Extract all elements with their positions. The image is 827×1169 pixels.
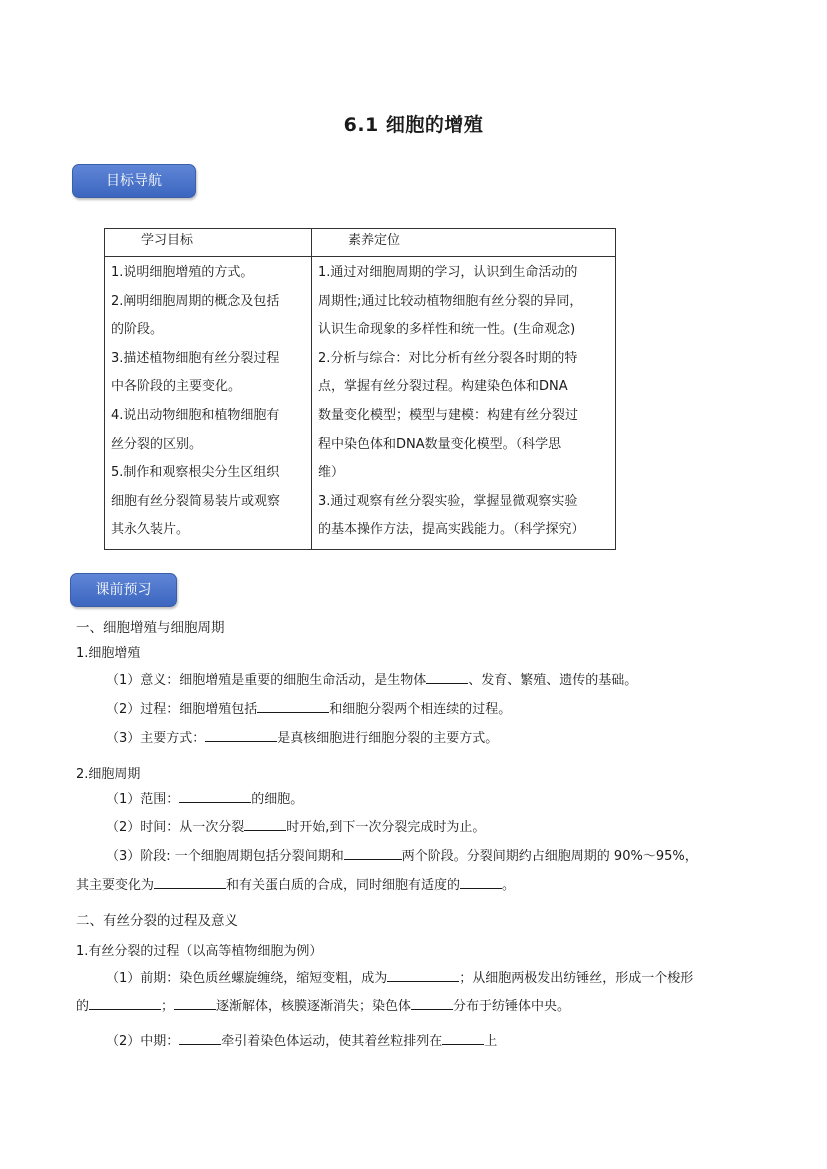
s1-item3-text-a: （3）主要方式： [106,731,206,746]
s3-item1-text-a: （1）前期：染色质丝螺旋缠绕，缩短变粗，成为 [106,971,388,986]
fill-blank[interactable] [442,1031,484,1045]
competency-line: 2.分析与综合：对比分析有丝分裂各时期的特 [318,350,578,366]
s2-item1-text-b: 的细胞。 [251,792,304,807]
fill-blank[interactable] [179,789,251,803]
s1-item1-text-a: （1）意义：细胞增殖是重要的细胞生命活动，是生物体 [106,673,427,688]
s2-item1 [106,788,303,807]
fill-blank[interactable] [174,996,216,1010]
competency-line: 维） [318,465,345,481]
s1-item3 [106,727,498,746]
goal-line: 细胞有丝分裂简易装片或观察 [111,493,281,509]
s2-item3-line1 [106,845,698,864]
section2-heading: 二、有丝分裂的过程及意义 [76,913,238,929]
s2-item1-text-a: （1）范围： [106,792,180,807]
fill-blank[interactable] [460,875,502,889]
s2-item3-text-b: 两个阶段。分裂间期约占细胞周期的 90%～95%， [401,849,698,864]
goal-line: 其永久装片。 [111,522,190,538]
fill-blank[interactable] [411,996,453,1010]
fill-blank[interactable] [205,728,277,742]
s1-item2-text-b: 和细胞分裂两个相连续的过程。 [329,702,512,717]
s3-item2-text-c: 上 [484,1034,498,1049]
competency-line: 3.通过观察有丝分裂实验，掌握显微观察实验 [318,493,578,509]
s1-item2-text-a: （2）过程：细胞增殖包括 [106,702,258,717]
fill-blank[interactable] [257,699,329,713]
learning-goals-cell [105,257,312,550]
s2-item3-text-d: 和有关蛋白质的合成，同时细胞有适度的 [226,878,461,893]
s3-item1-line2 [76,995,570,1014]
fill-blank[interactable] [179,1031,221,1045]
goal-line: 5.制作和观察根尖分生区组织 [111,465,280,481]
goal-line: 3.描述植物细胞有丝分裂过程 [111,350,280,366]
s2-item2 [106,816,485,835]
competency-line: 周期性;通过比较动植物细胞有丝分裂的异同， [318,293,583,309]
section1-sub2: 2.细胞周期 [76,767,141,782]
fill-blank[interactable] [89,996,161,1010]
s3-item2 [106,1030,497,1049]
s2-item3-line2 [76,874,515,893]
fill-blank[interactable] [387,968,459,982]
s3-item1-text-f: 分布于纺锤体中央。 [453,999,571,1014]
competency-line: 数量变化模型；模型与建模：构建有丝分裂过 [318,407,579,423]
goal-line: 丝分裂的区别。 [111,436,203,452]
section1-sub1: 1.细胞增殖 [76,646,141,661]
table-header-competency: 素养定位 [312,229,616,257]
competency-line: 点，掌握有丝分裂过程。构建染色体和DNA [318,379,568,395]
section1-heading: 一、细胞增殖与细胞周期 [76,620,225,636]
goal-line: 的阶段。 [111,322,164,338]
goals-table [104,228,616,550]
competency-line: 1.通过对细胞周期的学习，认识到生命活动的 [318,265,578,280]
goal-line: 中各阶段的主要变化。 [111,379,242,395]
s1-item1 [106,669,637,688]
s3-item1-line1 [106,967,693,986]
competency-line: 认识生命现象的多样性和统一性。(生命观念) [318,322,576,338]
s3-item1-text-b: ；从细胞两极发出纺锤丝，形成一个梭形 [459,971,694,986]
s3-item1-text-e: 逐渐解体，核膜逐渐消失；染色体 [216,999,412,1014]
s1-item3-text-b: 是真核细胞进行细胞分裂的主要方式。 [277,731,499,746]
s2-item3-text-a: （3）阶段: 一个细胞周期包括分裂间期和 [106,849,344,864]
goals-nav-badge: 目标导航 [72,164,196,198]
fill-blank[interactable] [244,817,286,831]
s2-item2-text-a: （2）时间：从一次分裂 [106,820,245,835]
competency-cell [312,257,616,550]
s2-item2-text-b: 时开始,到下一次分裂完成时为止。 [286,820,486,835]
section2-sub1: 1.有丝分裂的过程（以高等植物细胞为例） [76,944,323,959]
fill-blank[interactable] [426,670,468,684]
s3-item1-text-d: ； [161,999,175,1014]
goal-line: 4.说出动物细胞和植物细胞有 [111,407,280,423]
goal-line: 2.阐明细胞周期的概念及包括 [111,293,280,309]
competency-line: 的基本操作方法，提高实践能力。（科学探究） [318,522,585,538]
goal-line: 1.说明细胞增殖的方式。 [111,265,254,280]
s2-item3-text-e: 。 [502,878,516,893]
s3-item2-text-a: （2）中期： [106,1034,180,1049]
s3-item2-text-b: 牵引着染色体运动，使其着丝粒排列在 [221,1034,443,1049]
competency-line: 程中染色体和DNA数量变化模型。（科学思 [318,436,562,452]
fill-blank[interactable] [344,846,402,860]
s2-item3-text-c: 其主要变化为 [76,878,155,893]
table-header-learning-goals: 学习目标 [105,229,312,257]
s1-item2 [106,698,511,717]
s3-item1-text-c: 的 [76,999,90,1014]
s1-item1-text-b: 、发育、繁殖、遗传的基础。 [468,673,638,688]
page-title: 6.1 细胞的增殖 [343,114,484,136]
preview-badge: 课前预习 [70,573,177,607]
fill-blank[interactable] [154,875,226,889]
